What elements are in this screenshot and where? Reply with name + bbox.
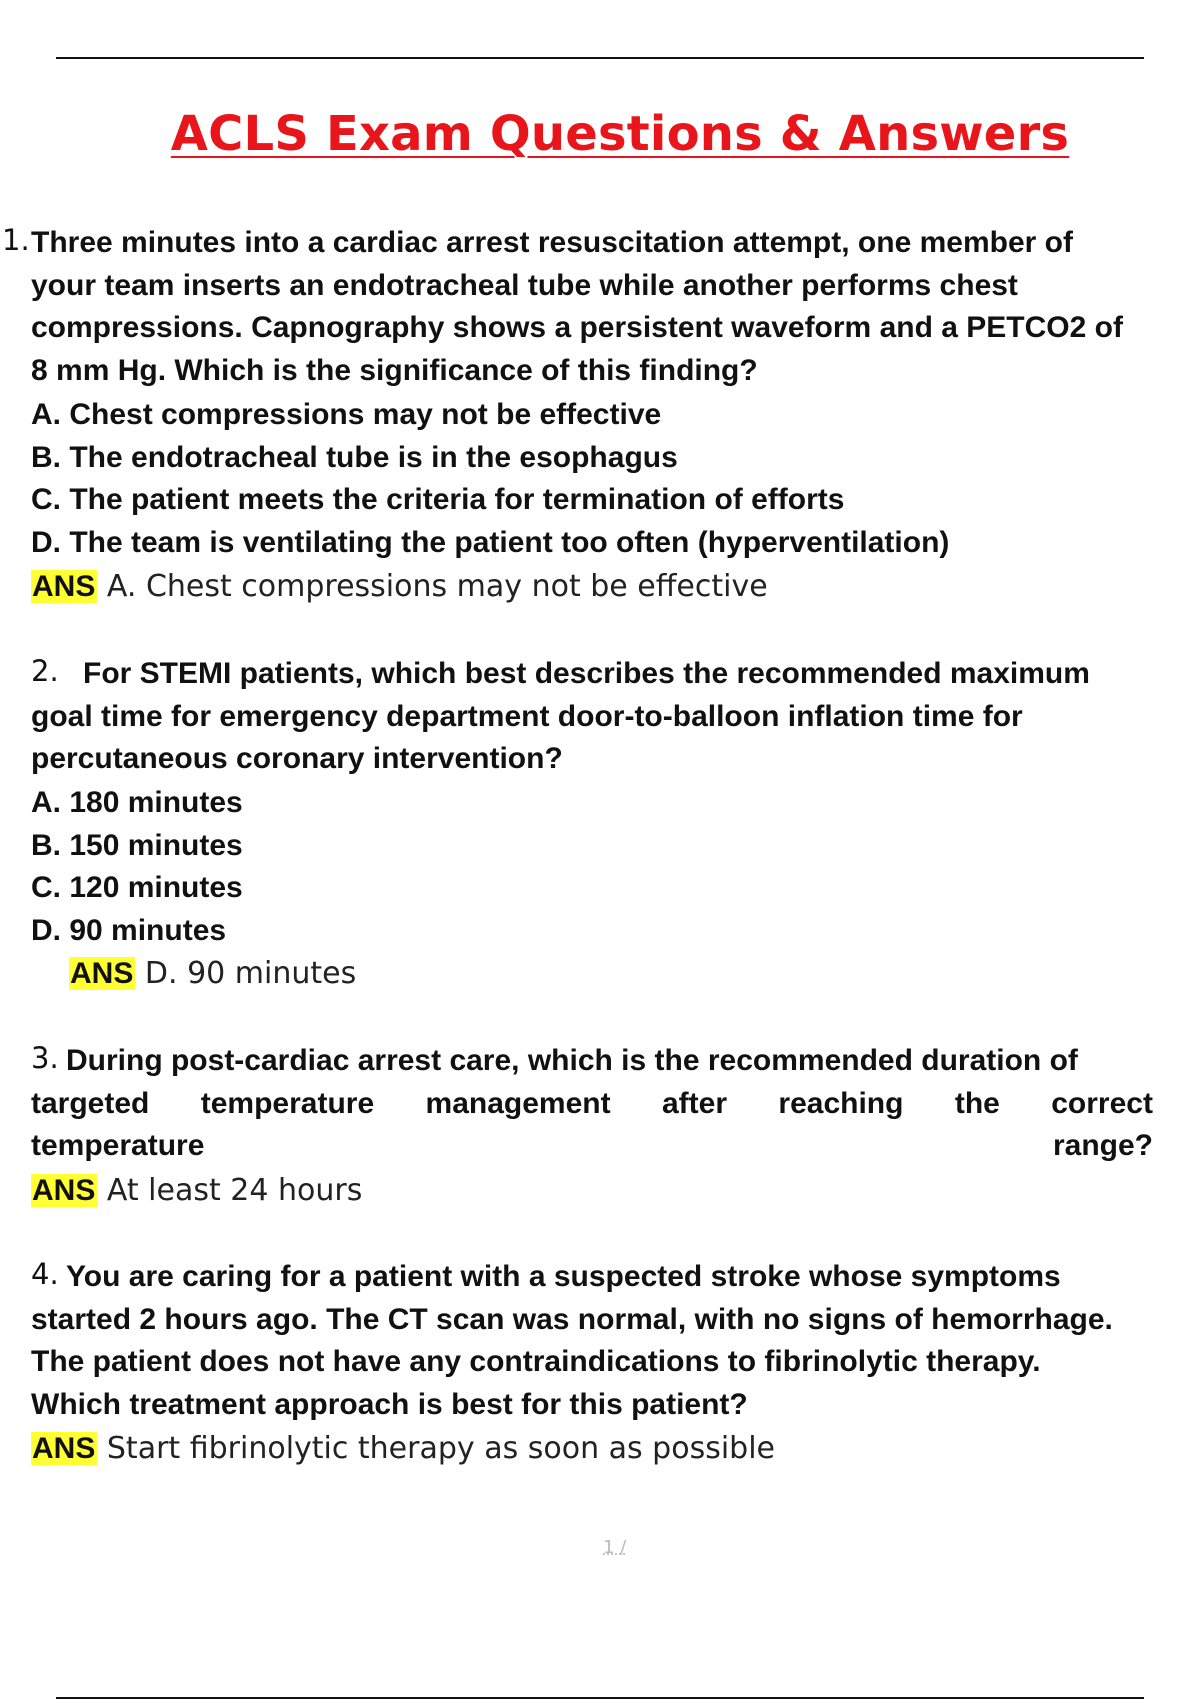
answer-text: Start fibrinolytic therapy as soon as possible — [106, 1431, 776, 1466]
answer-line — [31, 1170, 362, 1212]
word: temperature — [200, 1086, 375, 1120]
question-line: your team inserts an endotracheal tube while another performs chest — [31, 268, 1018, 302]
ans-badge: ANS — [32, 1174, 96, 1207]
question-4-text — [31, 1256, 1191, 1426]
option-d: D. The team is ventilating the patient too often (hyperventilation) — [31, 525, 950, 559]
question-number: 2. — [31, 654, 59, 688]
answer-line — [31, 566, 768, 608]
question-line-justified — [31, 1083, 1153, 1126]
word: management — [425, 1086, 611, 1120]
answer-line — [31, 1428, 775, 1470]
word: the — [954, 1086, 1000, 1120]
question-line: For STEMI patients, which best describes the recommended maximum — [83, 657, 1090, 690]
document-title: ACLS Exam Questions & Answers — [170, 106, 1070, 162]
question-3-text — [31, 1040, 1153, 1168]
question-line: Which treatment approach is best for this patient? — [31, 1387, 748, 1421]
ans-badge: ANS — [32, 1432, 96, 1465]
word: after — [662, 1086, 728, 1120]
option-a: A. Chest compressions may not be effective — [31, 398, 662, 431]
question-2-options — [31, 782, 243, 952]
option-a: A. 180 minutes — [31, 786, 243, 819]
word: temperature — [31, 1129, 205, 1162]
question-line: compressions. Capnography shows a persistent waveform and a PETCO2 of — [31, 311, 1123, 344]
page-number: 1 / — [603, 1537, 627, 1558]
question-line: Three minutes into a cardiac arrest resuscitation attempt, one member of — [31, 226, 1073, 259]
answer-text: A. Chest compressions may not be effective — [106, 569, 768, 604]
option-b: B. 150 minutes — [31, 828, 243, 862]
question-1-text — [31, 222, 1181, 392]
bottom-rule — [56, 1697, 1144, 1699]
ans-badge: ANS — [32, 570, 96, 603]
word: correct — [1051, 1086, 1153, 1120]
word: reaching — [778, 1086, 904, 1120]
question-line: percutaneous coronary intervention? — [31, 742, 563, 775]
question-line: You are caring for a patient with a suspected stroke whose symptoms — [66, 1260, 1061, 1293]
question-number: 3. — [31, 1041, 59, 1075]
question-line-justified — [31, 1125, 1153, 1168]
answer-line — [69, 953, 356, 995]
word: range? — [1052, 1129, 1153, 1162]
question-2-text — [31, 653, 1181, 781]
option-c: C. The patient meets the criteria for termination of efforts — [31, 483, 845, 516]
question-line: goal time for emergency department door-to-balloon inflation time for — [31, 699, 1023, 733]
word: targeted — [31, 1086, 150, 1120]
top-rule — [56, 57, 1144, 59]
question-number: 1. — [2, 223, 30, 257]
ans-badge: ANS — [70, 957, 134, 990]
option-d: D. 90 minutes — [31, 913, 227, 947]
question-line: 8 mm Hg. Which is the significance of this finding? — [31, 353, 758, 387]
option-b: B. The endotracheal tube is in the esophagus — [31, 440, 678, 474]
question-line: During post-cardiac arrest care, which is the recommended duration of — [66, 1044, 1078, 1077]
answer-text: D. 90 minutes — [144, 956, 357, 991]
question-line: The patient does not have any contraindications to fibrinolytic therapy. — [31, 1345, 1041, 1378]
question-1-options — [31, 394, 949, 564]
option-c: C. 120 minutes — [31, 871, 243, 904]
question-line: started 2 hours ago. The CT scan was normal, with no signs of hemorrhage. — [31, 1302, 1113, 1336]
answer-text: At least 24 hours — [106, 1173, 363, 1208]
question-number: 4. — [31, 1257, 59, 1291]
